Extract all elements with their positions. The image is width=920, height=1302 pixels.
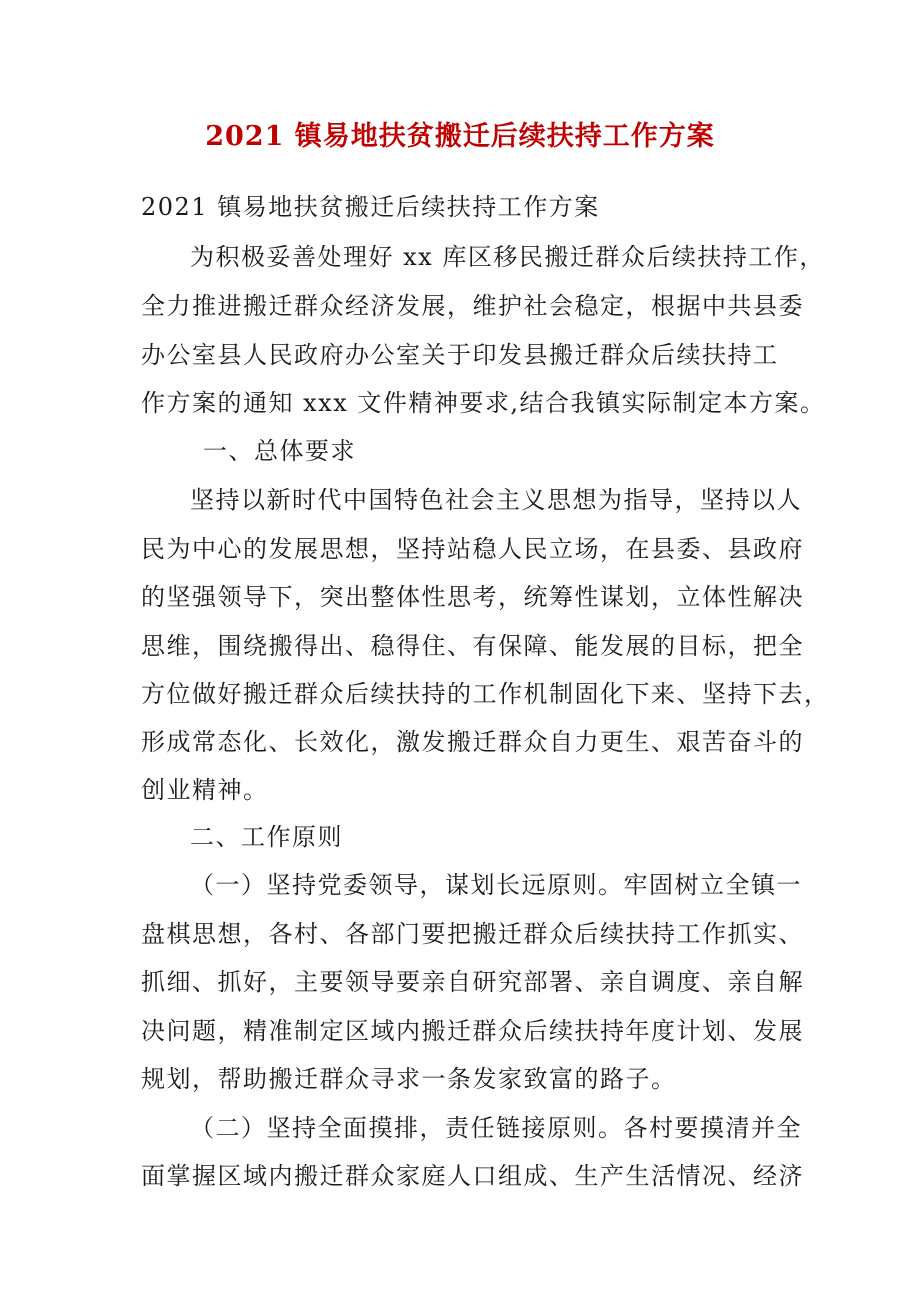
section1-line: 坚持以新时代中国特色社会主义思想为指导，坚持以人 xyxy=(190,486,802,514)
intro-line: 为积极妥善处理好 xx 库区移民搬迁群众后续扶持工作， xyxy=(190,243,825,271)
principle1-line: 抓细、抓好，主要领导要亲自研究部署、亲自调度、亲自解 xyxy=(141,968,804,996)
principle2-line: （二）坚持全面摸排，责任链接原则。各村要摸清并全 xyxy=(190,1114,802,1142)
intro-line: 办公室县人民政府办公室关于印发县搬迁群众后续扶持工 xyxy=(141,341,779,369)
section1-line: 民为中心的发展思想，坚持站稳人民立场，在县委、县政府 xyxy=(141,535,804,563)
principle1-line: 规划，帮助搬迁群众寻求一条发家致富的路子。 xyxy=(141,1065,677,1093)
principle1-line: 决问题，精准制定区域内搬迁群众后续扶持年度计划、发展 xyxy=(141,1017,804,1045)
subtitle-line: 2021 镇易地扶贫搬迁后续扶持工作方案 xyxy=(141,193,600,221)
intro-line: 作方案的通知 xxx 文件精神要求,结合我镇实际制定本方案。 xyxy=(141,389,826,417)
section1-line: 方位做好搬迁群众后续扶持的工作机制固化下来、坚持下去， xyxy=(141,680,830,708)
principle1-line: （一）坚持党委领导，谋划长远原则。牢固树立全镇一 xyxy=(190,871,802,899)
principle1-line: 盘棋思想，各村、各部门要把搬迁群众后续扶持工作抓实、 xyxy=(141,920,804,948)
section1-line: 形成常态化、长效化，激发搬迁群众自力更生、艰苦奋斗的 xyxy=(141,728,804,756)
section1-heading: 一、总体要求 xyxy=(203,437,356,465)
section1-line: 思维，围绕搬得出、稳得住、有保障、能发展的目标，把全 xyxy=(141,632,804,660)
section1-line: 的坚强领导下，突出整体性思考，统筹性谋划，立体性解决 xyxy=(141,583,804,611)
document-title: 2021 镇易地扶贫搬迁后续扶持工作方案 xyxy=(205,121,715,152)
section1-line: 创业精神。 xyxy=(141,776,269,804)
principle2-line: 面掌握区域内搬迁群众家庭人口组成、生产生活情况、经济 xyxy=(141,1162,804,1190)
intro-line: 全力推进搬迁群众经济发展，维护社会稳定，根据中共县委 xyxy=(141,292,804,320)
section2-heading: 二、工作原则 xyxy=(190,823,343,851)
